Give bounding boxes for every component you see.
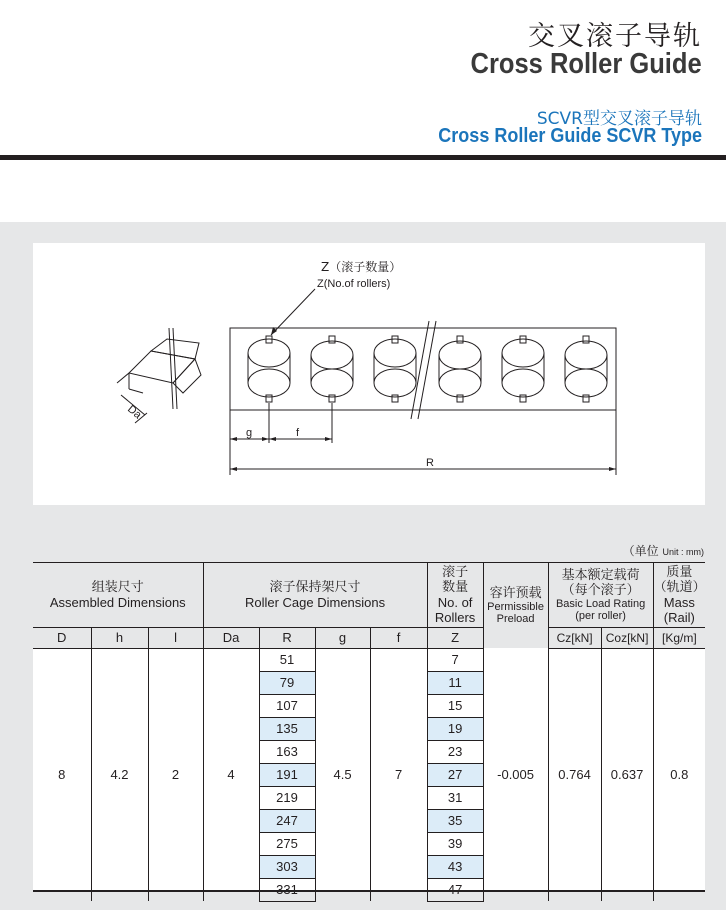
value-R: 191 (259, 763, 315, 786)
value-h: 4.2 (91, 648, 148, 901)
break-line-1 (411, 321, 429, 419)
spec-table-body (33, 648, 705, 901)
rollers-count-header: 滚子 数量 No. of Rollers (427, 563, 483, 627)
value-Z: 7 (427, 648, 483, 671)
value-R: 247 (259, 809, 315, 832)
break-line-2 (418, 321, 436, 419)
value-f: 7 (370, 648, 427, 901)
value-D: 8 (58, 767, 66, 783)
value-cz: 0.764 (548, 648, 601, 901)
z-label-en: Z(No.of rollers) (317, 278, 391, 290)
roller-6 (565, 336, 607, 402)
subtitle-english: Cross Roller Guide SCVR Type (438, 125, 702, 147)
spec-table (33, 563, 705, 902)
table-row (33, 648, 705, 671)
col-g: g (315, 627, 370, 648)
value-Z: 43 (427, 855, 483, 878)
roller-5 (502, 336, 544, 402)
title-english: Cross Roller Guide (470, 48, 702, 80)
value-Z: 23 (427, 740, 483, 763)
permissible-preload-header: 容许预载 Permissible Preload (483, 563, 548, 648)
table-bottom-rule (33, 890, 705, 892)
dimension-lines (230, 403, 616, 475)
unit-note-cn: （单位 (622, 544, 659, 558)
page-header (0, 0, 726, 160)
value-Z: 35 (427, 809, 483, 832)
r-label: R (426, 457, 434, 469)
value-R: 51 (259, 648, 315, 671)
value-Z: 15 (427, 694, 483, 717)
col-f: f (370, 627, 427, 648)
col-mass: [Kg/m] (653, 627, 705, 648)
cage-strip (230, 328, 616, 410)
symbol-header-row (33, 627, 705, 648)
group-header-row (33, 563, 705, 627)
roller-1 (248, 336, 290, 402)
col-Da: Da (203, 627, 259, 648)
title-chinese: 交叉滚子导轨 (528, 21, 702, 52)
assembled-dimensions-header: 组装尺寸 Assembled Dimensions (33, 563, 203, 627)
roller-3 (374, 336, 416, 402)
g-label: g (246, 427, 253, 439)
value-R: 163 (259, 740, 315, 763)
value-R: 107 (259, 694, 315, 717)
col-h: h (91, 627, 148, 648)
cage-diagram (33, 243, 705, 505)
value-Da: 4 (203, 648, 259, 901)
da-label: Da (125, 403, 144, 422)
col-Z: Z (427, 627, 483, 648)
value-R: 219 (259, 786, 315, 809)
value-Z: 39 (427, 832, 483, 855)
value-Z: 31 (427, 786, 483, 809)
value-R: 79 (259, 671, 315, 694)
value-Z: 19 (427, 717, 483, 740)
value-preload: -0.005 (483, 648, 548, 901)
roller-cage-dimensions-header: 滚子保持架尺寸 Roller Cage Dimensions (203, 563, 427, 627)
value-l: 2 (148, 648, 203, 901)
spec-table-wrap (33, 563, 705, 892)
roller-4 (439, 336, 481, 402)
value-g: 4.5 (315, 648, 370, 901)
value-mass: 0.8 (653, 648, 705, 901)
value-R: 275 (259, 832, 315, 855)
col-D: D (33, 627, 91, 648)
value-R: 135 (259, 717, 315, 740)
mass-header: 质量 （轨道） Mass (Rail) (653, 563, 705, 627)
roller-2 (311, 336, 353, 402)
unit-note-en: Unit : mm) (662, 547, 704, 557)
cage-drawing (33, 243, 705, 505)
subtitle-chinese: SCVR型交叉滚子导轨 (536, 109, 702, 129)
col-cz: Cz[kN] (548, 627, 601, 648)
f-label: f (296, 427, 300, 439)
value-R: 303 (259, 855, 315, 878)
value-Z: 11 (427, 671, 483, 694)
z-label-cn: Z（滚子数量） (321, 260, 402, 274)
header-rule (0, 155, 726, 160)
basic-load-rating-header: 基本额定载荷 （每个滚子） Basic Load Rating (per roller) (548, 563, 653, 627)
unit-note (623, 542, 704, 559)
col-R: R (259, 627, 315, 648)
value-Z: 27 (427, 763, 483, 786)
value-coz: 0.637 (601, 648, 653, 901)
col-coz: Coz[kN] (601, 627, 653, 648)
col-l: l (148, 627, 203, 648)
